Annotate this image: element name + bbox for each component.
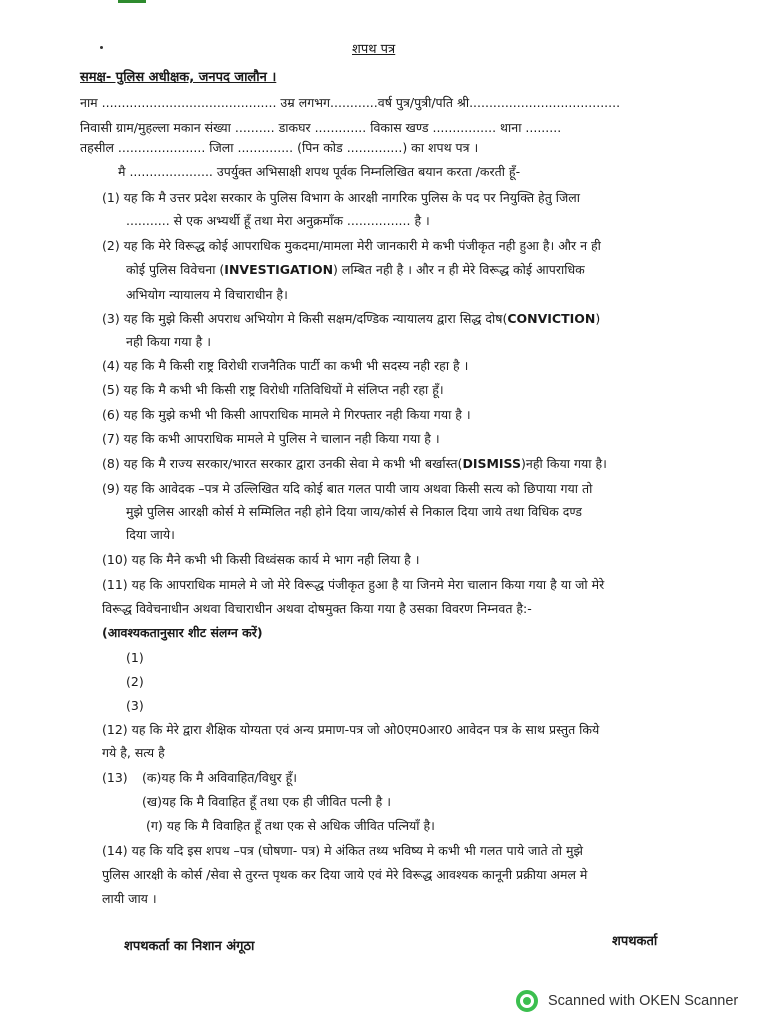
oken-scanner-logo-icon <box>516 990 538 1012</box>
clause-14-line-1: (14) यह कि यदि इस शपथ –पत्र (घोषणा- पत्र) मे अंकित तथ्य भविष्य मे कभी भी गलत पाये जाते तो मुझे <box>102 843 583 858</box>
scan-speck <box>100 46 103 49</box>
signer-label: शपथकर्ता <box>612 934 658 949</box>
clause-11-item-1: (1) <box>126 650 144 665</box>
clause-2-line-3: अभियोग न्यायालय मे विचाराधीन है। <box>126 287 288 302</box>
clause-11-item-2: (2) <box>126 674 144 689</box>
clause-2-text-c: ) लम्बित नही है । और न ही मेरे विरूद्ध कोई आपराधिक <box>333 262 585 277</box>
clause-12-line-1: (12) यह कि मेरे द्वारा शैक्षिक योग्यता एवं अन्य प्रमाण-पत्र जो ओ0एम0आर0 आवेदन पत्र के साथ प्रस्तुत किये <box>102 722 600 737</box>
residence-line: निवासी ग्राम/मुहल्ला मकान संख्या .......... डाकघर ............. विकास खण्ड ................ थाना ......... <box>80 120 562 135</box>
clause-14-line-2: पुलिस आरक्षी के कोर्स /सेवा से तुरन्त पृथक कर दिया जाये एवं मेरे विरूद्ध आवश्यक कानूनी प्रक्रीया अमल मे <box>102 867 588 882</box>
clause-8-text-a: (8) यह कि मै राज्य सरकार/भारत सरकार द्वारा उनकी सेवा मे कभी भी बर्खास्त( <box>102 456 463 471</box>
clause-11-line-1: (11) यह कि आपराधिक मामले मे जो मेरे विरूद्ध पंजीकृत हुआ है या जिनमे मेरा चालान किया गया है या जो मेरे <box>102 577 605 592</box>
clause-8 <box>102 456 607 472</box>
clause-2-line-1: (2) यह कि मेरे विरूद्ध कोई आपराधिक मुकदमा/मामला मेरी जानकारी मे कभी पंजीकृत नही हुआ है। और न ही <box>102 238 601 253</box>
clause-8-dismiss: DISMISS <box>462 456 522 471</box>
clause-1-line-2: ........... से एक अभ्यर्थी हूँ तथा मेरा अनुक्रमाँक ................ है । <box>126 213 430 228</box>
clause-13-option-kha: (ख)यह कि मै विवाहित हूँ तथा एक ही जीवित पत्नी है । <box>142 794 391 809</box>
clause-7: (7) यह कि कभी आपराधिक मामले मे पुलिस ने चालान नही किया गया है । <box>102 431 440 446</box>
clause-3-text-c: ) <box>595 311 601 326</box>
clause-3-conviction: CONVICTION <box>507 311 596 326</box>
scanner-text: Scanned with OKEN Scanner <box>548 993 739 1009</box>
tehsil-line: तहसील ...................... जिला .............. (पिन कोड ..............) का शपथ पत्र । <box>80 140 479 155</box>
clause-6: (6) यह कि मुझे कभी भी किसी आपराधिक मामले मे गिरफ्तार नही किया गया है । <box>102 407 471 422</box>
clause-4: (4) यह कि मै किसी राष्ट्र विरोधी राजनैतिक पार्टी का कभी भी सदस्य नही रहा है । <box>102 358 469 373</box>
name-line: नाम ............................................ उम्र लगभग............वर्ष पुत्र/पुत्री/पति श्री...................................... <box>80 95 621 110</box>
clause-13-option-ka: (क)यह कि मै अविवाहित/विधुर हूँ। <box>142 770 297 785</box>
declaration-line: मै ..................... उपर्युक्त अभिसाक्षी शपथ पूर्वक निम्नलिखित बयान करता /करती हूँ- <box>118 164 521 179</box>
clause-2-text-a: कोई पुलिस विवेचना ( <box>126 262 225 277</box>
clause-13-option-ga: (ग) यह कि मै विवाहित हूँ तथा एक से अधिक जीवित पत्नियाँ है। <box>146 818 435 833</box>
clause-14-line-3: लायी जाय । <box>102 891 157 906</box>
clause-3-line-1 <box>102 311 600 327</box>
scanner-watermark <box>516 990 738 1012</box>
clause-11-item-3: (3) <box>126 698 144 713</box>
clause-11-note: (आवश्यकतानुसार शीट संलग्न करें) <box>102 625 263 640</box>
clause-13-number: (13) <box>102 770 128 785</box>
thumb-impression-label: शपथकर्ता का निशान अंगूठा <box>124 939 255 954</box>
clause-5: (5) यह कि मै कभी भी किसी राष्ट्र विरोधी गतिविधियों मे संलिप्त नही रहा हूँ। <box>102 382 444 397</box>
addressee-line: समक्ष- पुलिस अधीक्षक, जनपद जालौन । <box>80 70 277 85</box>
clause-3-text-a: (3) यह कि मुझे किसी अपराध अभियोग मे किसी सक्षम/दण्डिक न्यायालय द्वारा सिद्ध दोष( <box>102 311 508 326</box>
clause-11-line-2: विरूद्ध विवेचनाधीन अथवा विचाराधीन अथवा दोषमुक्त किया गया है उसका विवरण निम्नवत है:- <box>102 601 532 616</box>
clause-1-line-1: (1) यह कि मै उत्तर प्रदेश सरकार के पुलिस विभाग के आरक्षी नागरिक पुलिस के पद पर नियुक्ति हेतु जिला <box>102 190 581 205</box>
document-title: शपथ पत्र <box>352 42 396 57</box>
clause-3-line-2: नही किया गया है । <box>126 334 211 349</box>
clause-8-text-c: )नही किया गया है। <box>521 456 607 471</box>
clause-12-line-2: गये है, सत्य है <box>102 745 165 760</box>
scan-edge-mark <box>118 0 146 3</box>
clause-2-investigation: INVESTIGATION <box>224 262 334 277</box>
clause-9-line-1: (9) यह कि आवेदक –पत्र मे उल्लिखित यदि कोई बात गलत पायी जाय अथवा किसी सत्य को छिपाया गया तो <box>102 481 593 496</box>
clause-10: (10) यह कि मैने कभी भी किसी विध्वंसक कार्य मे भाग नही लिया है । <box>102 552 420 567</box>
clause-9-line-3: दिया जाये। <box>126 527 175 542</box>
clause-9-line-2: मुझे पुलिस आरक्षी कोर्स मे सम्मिलित नही होने दिया जाय/कोर्स से निकाल दिया जाये तथा विधिक दण्ड <box>126 504 582 519</box>
clause-2-line-2 <box>126 262 585 278</box>
